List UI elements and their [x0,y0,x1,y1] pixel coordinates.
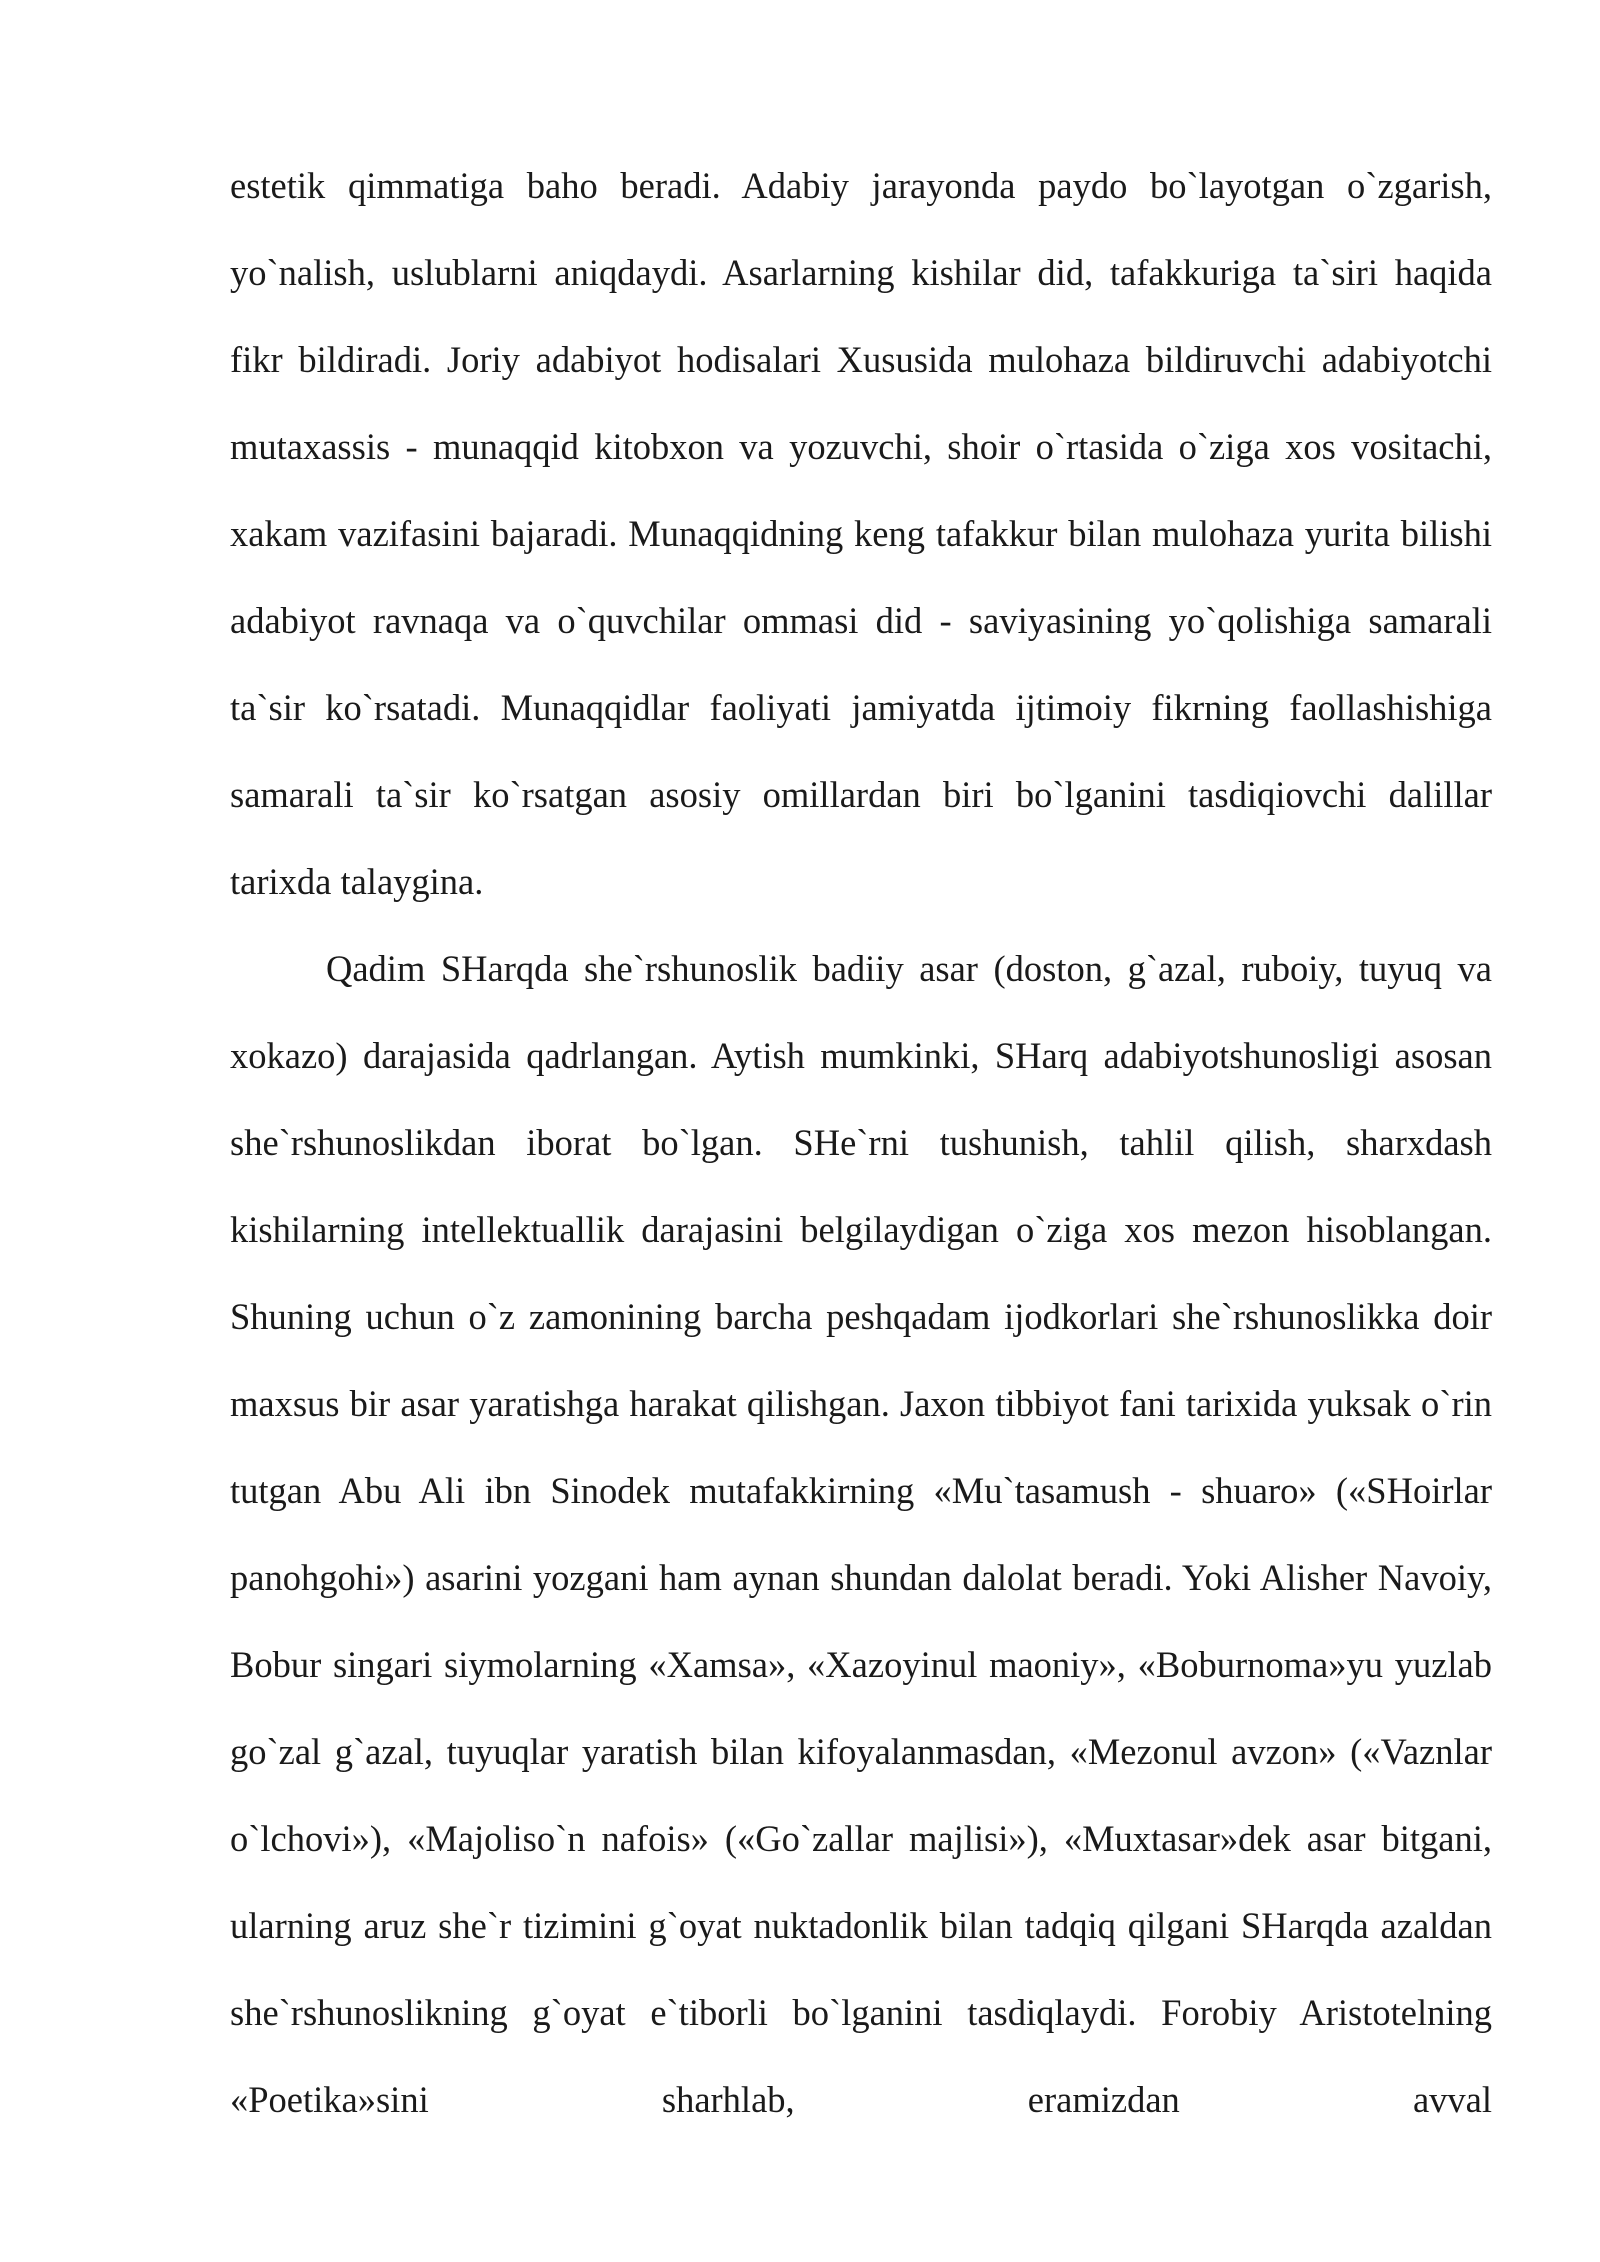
body-text [230,142,1492,2143]
paragraph-2: Qadim SHarqda she`rshunoslik badiiy asar (doston, g`azal, ruboiy, tuyuq va xokazo) darajasida qadrlangan. Aytish mumkinki, SHarq adabiyotshunosligi asosan she`rshunoslikdan iborat bo`lgan. SHe`rni tushunish, tahlil qilish, sharxdash kishilarning intellektuallik darajasini belgilaydigan o`ziga xos mezon hisoblangan. Shuning uchun o`z zamonining barcha peshqadam ijodkorlari she`rshunoslikka doir maxsus bir asar yaratishga harakat qilishgan. Jaxon tibbiyot fani tarixida yuksak o`rin tutgan Abu Ali ibn Sinodek mutafakkirning «Mu`tasamush - shuaro» («SHoirlar panohgohi») asarini yozgani ham aynan shundan dalolat beradi. Yoki Alisher Navoiy, Bobur singari siymolarning «Xamsa», «Xazoyinul maoniy», «Boburnoma»yu yuzlab go`zal g`azal, tuyuqlar yaratish bilan kifoyalanmasdan, «Mezonul avzon» («Vaznlar o`lchovi»), «Majoliso`n nafois» («Go`zallar majlisi»), «Muxtasar»dek asar bitgani, ularning aruz she`r tizimini g`oyat nuktadonlik bilan tadqiq qilgani SHarqda azaldan she`rshunoslikning g`oyat e`tiborli bo`lganini tasdiqlaydi. Forobiy Aristotelning «Poetika»sini sharhlab, eramizdan avval [230,948,1492,2120]
paragraph-1: estetik qimmatiga baho beradi. Adabiy jarayonda paydo bo`layotgan o`zgarish, yo`nalish, uslublarni aniqdaydi. Asarlarning kishilar did, tafakkuriga ta`siri haqida fikr bildiradi. Joriy adabiyot hodisalari Xususida mulohaza bildiruvchi adabiyotchi mutaxassis - munaqqid kitobxon va yozuvchi, shoir o`rtasida o`ziga xos vositachi, xakam vazifasini bajaradi. Munaqqidning keng tafakkur bilan mulohaza yurita bilishi adabiyot ravnaqa va o`quvchilar ommasi did - saviyasining yo`qolishiga samarali ta`sir ko`rsatadi. Munaqqidlar faoliyati jamiyatda ijtimoiy fikrning faollashishiga samarali ta`sir ko`rsatgan asosiy omillardan biri bo`lganini tasdiqiovchi dalillar tarixda talaygina. [230,165,1492,902]
